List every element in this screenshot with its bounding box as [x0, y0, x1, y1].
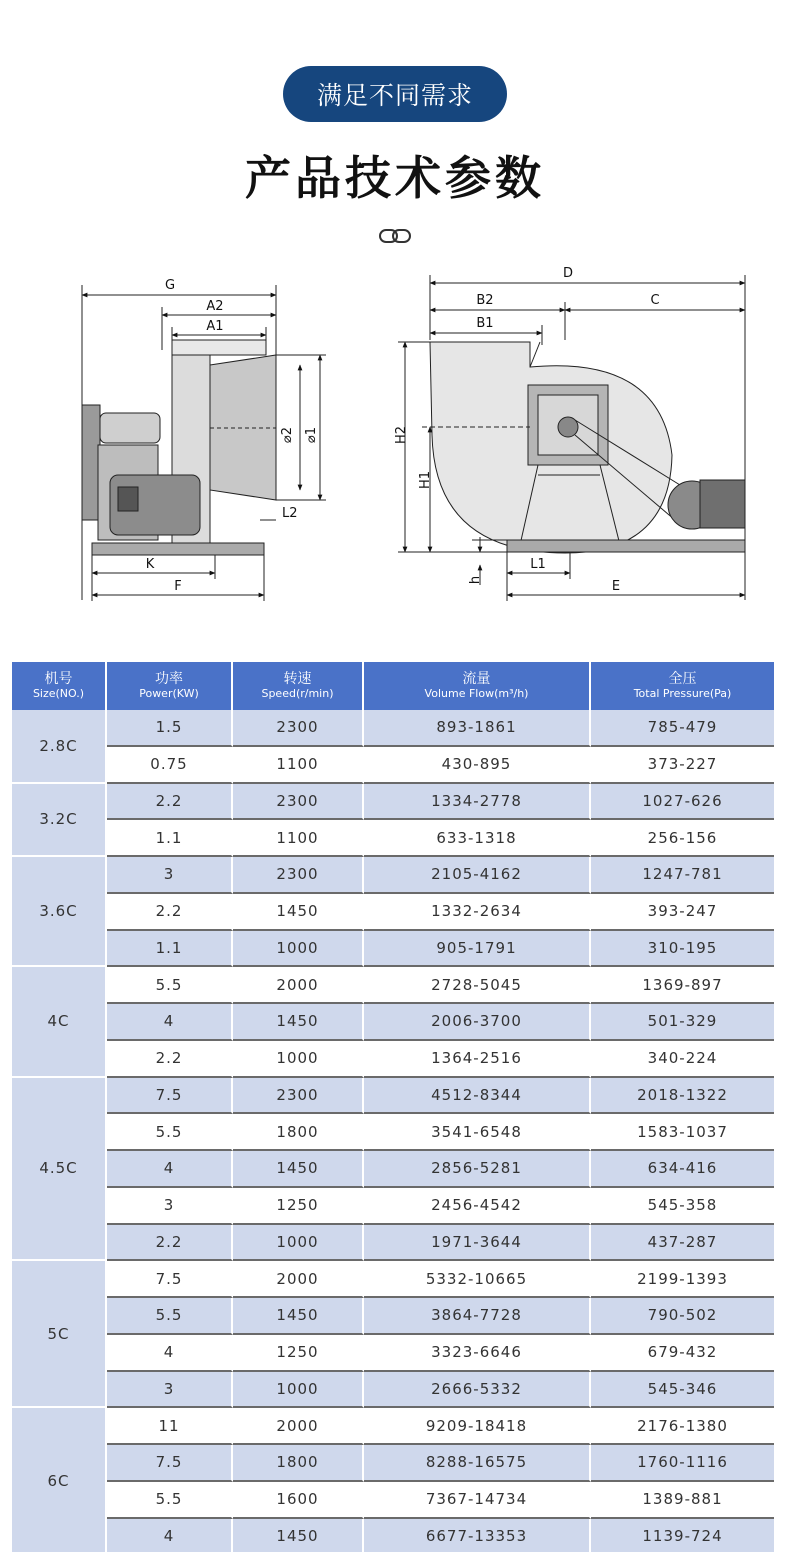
- table-row: [12, 1114, 774, 1151]
- link-icon: [378, 227, 412, 245]
- table-row: [12, 857, 774, 894]
- label-a1: A1: [206, 319, 224, 334]
- total-pressure-cell: 501-329: [591, 1004, 774, 1041]
- table-row: [12, 1482, 774, 1519]
- volume-flow-cell: 9209-18418: [364, 1408, 591, 1445]
- volume-flow-cell: 1364-2516: [364, 1041, 591, 1078]
- total-pressure-cell: 545-358: [591, 1188, 774, 1225]
- power-cell: 2.2: [107, 894, 233, 931]
- total-pressure-cell: 679-432: [591, 1335, 774, 1372]
- table-row: [12, 1188, 774, 1225]
- section-badge: 满足不同需求: [283, 66, 507, 122]
- size-cell: 5C: [12, 1261, 107, 1408]
- power-cell: 4: [107, 1519, 233, 1552]
- total-pressure-cell: 2018-1322: [591, 1078, 774, 1115]
- table-row: [12, 1078, 774, 1115]
- speed-cell: 1800: [233, 1445, 364, 1482]
- volume-flow-cell: 4512-8344: [364, 1078, 591, 1115]
- size-cell: 4C: [12, 967, 107, 1077]
- volume-flow-cell: 633-1318: [364, 820, 591, 857]
- volume-flow-cell: 2105-4162: [364, 857, 591, 894]
- label-h: h: [468, 575, 483, 585]
- power-cell: 2.2: [107, 784, 233, 821]
- front-view: [398, 275, 745, 601]
- total-pressure-cell: 785-479: [591, 710, 774, 747]
- table-row: [12, 820, 774, 857]
- label-g: G: [164, 278, 176, 293]
- volume-flow-cell: 1971-3644: [364, 1225, 591, 1262]
- total-pressure-cell: 2176-1380: [591, 1408, 774, 1445]
- power-cell: 1.5: [107, 710, 233, 747]
- label-b2: B2: [476, 293, 494, 308]
- speed-cell: 2000: [233, 1408, 364, 1445]
- total-pressure-cell: 790-502: [591, 1298, 774, 1335]
- total-pressure-cell: 1389-881: [591, 1482, 774, 1519]
- table-row: [12, 1408, 774, 1445]
- power-cell: 3: [107, 1188, 233, 1225]
- volume-flow-cell: 2456-4542: [364, 1188, 591, 1225]
- speed-cell: 1450: [233, 1298, 364, 1335]
- label-h1: H1: [418, 470, 433, 490]
- table-row: [12, 1335, 774, 1372]
- table-row: [12, 967, 774, 1004]
- volume-flow-cell: 8288-16575: [364, 1445, 591, 1482]
- volume-flow-cell: 7367-14734: [364, 1482, 591, 1519]
- power-cell: 5.5: [107, 1482, 233, 1519]
- total-pressure-cell: 634-416: [591, 1151, 774, 1188]
- speed-cell: 2000: [233, 967, 364, 1004]
- power-cell: 1.1: [107, 931, 233, 968]
- power-cell: 2.2: [107, 1041, 233, 1078]
- speed-cell: 2300: [233, 710, 364, 747]
- power-cell: 11: [107, 1408, 233, 1445]
- total-pressure-cell: 256-156: [591, 820, 774, 857]
- power-cell: 0.75: [107, 747, 233, 784]
- volume-flow-cell: 6677-13353: [364, 1519, 591, 1552]
- speed-cell: 1000: [233, 1225, 364, 1262]
- power-cell: 7.5: [107, 1261, 233, 1298]
- volume-flow-cell: 3541-6548: [364, 1114, 591, 1151]
- label-d2: ⌀2: [280, 426, 295, 444]
- power-cell: 5.5: [107, 1298, 233, 1335]
- volume-flow-cell: 5332-10665: [364, 1261, 591, 1298]
- power-cell: 4: [107, 1151, 233, 1188]
- total-pressure-cell: 545-346: [591, 1372, 774, 1409]
- table-header-row: [12, 662, 774, 710]
- volume-flow-cell: 430-895: [364, 747, 591, 784]
- total-pressure-cell: 2199-1393: [591, 1261, 774, 1298]
- table-row: [12, 894, 774, 931]
- power-cell: 3: [107, 857, 233, 894]
- power-cell: 1.1: [107, 820, 233, 857]
- table-row: [12, 1225, 774, 1262]
- power-cell: 4: [107, 1004, 233, 1041]
- total-pressure-cell: 393-247: [591, 894, 774, 931]
- power-cell: 4: [107, 1335, 233, 1372]
- volume-flow-cell: 1332-2634: [364, 894, 591, 931]
- speed-cell: 2300: [233, 857, 364, 894]
- label-h2: H2: [394, 425, 409, 445]
- size-cell: 4.5C: [12, 1078, 107, 1262]
- speed-cell: 1100: [233, 747, 364, 784]
- volume-flow-cell: 893-1861: [364, 710, 591, 747]
- table-row: [12, 1041, 774, 1078]
- label-d1: ⌀1: [304, 426, 319, 444]
- power-cell: 5.5: [107, 967, 233, 1004]
- power-cell: 3: [107, 1372, 233, 1409]
- speed-cell: 1800: [233, 1114, 364, 1151]
- table-row: [12, 1261, 774, 1298]
- total-pressure-cell: 340-224: [591, 1041, 774, 1078]
- header-power: 功率 Power(KW): [107, 662, 233, 710]
- header-total-pressure: 全压 Total Pressure(Pa): [591, 662, 774, 710]
- table-row: [12, 1519, 774, 1552]
- speed-cell: 1100: [233, 820, 364, 857]
- volume-flow-cell: 3323-6646: [364, 1335, 591, 1372]
- speed-cell: 1450: [233, 894, 364, 931]
- fan-dimension-drawing: [60, 255, 770, 615]
- size-cell: 3.2C: [12, 784, 107, 858]
- power-cell: 7.5: [107, 1078, 233, 1115]
- volume-flow-cell: 1334-2778: [364, 784, 591, 821]
- speed-cell: 1600: [233, 1482, 364, 1519]
- header-speed: 转速 Speed(r/min): [233, 662, 364, 710]
- total-pressure-cell: 1760-1116: [591, 1445, 774, 1482]
- volume-flow-cell: 2728-5045: [364, 967, 591, 1004]
- volume-flow-cell: 2006-3700: [364, 1004, 591, 1041]
- volume-flow-cell: 3864-7728: [364, 1298, 591, 1335]
- speed-cell: 1250: [233, 1188, 364, 1225]
- label-l2: L2: [282, 506, 298, 521]
- power-cell: 2.2: [107, 1225, 233, 1262]
- power-cell: 5.5: [107, 1114, 233, 1151]
- table-row: [12, 1445, 774, 1482]
- table-body: [12, 710, 774, 1552]
- label-l1: L1: [530, 557, 546, 572]
- speed-cell: 2300: [233, 1078, 364, 1115]
- total-pressure-cell: 437-287: [591, 1225, 774, 1262]
- size-cell: 2.8C: [12, 710, 107, 784]
- speed-cell: 1450: [233, 1151, 364, 1188]
- speed-cell: 1450: [233, 1004, 364, 1041]
- table-row: [12, 1004, 774, 1041]
- table-row: [12, 1298, 774, 1335]
- header-volume-flow: 流量 Volume Flow(m³/h): [364, 662, 591, 710]
- label-e: E: [611, 579, 621, 594]
- spec-table: [12, 662, 774, 1552]
- size-cell: 3.6C: [12, 857, 107, 967]
- size-cell: 6C: [12, 1408, 107, 1552]
- speed-cell: 2300: [233, 784, 364, 821]
- speed-cell: 1000: [233, 1372, 364, 1409]
- power-cell: 7.5: [107, 1445, 233, 1482]
- table-row: [12, 784, 774, 821]
- header-size: 机号 Size(NO.): [12, 662, 107, 710]
- label-b1: B1: [476, 316, 494, 331]
- label-a2: A2: [206, 299, 224, 314]
- total-pressure-cell: 1583-1037: [591, 1114, 774, 1151]
- speed-cell: 2000: [233, 1261, 364, 1298]
- label-d: D: [562, 266, 574, 281]
- speed-cell: 1450: [233, 1519, 364, 1552]
- speed-cell: 1000: [233, 931, 364, 968]
- table-row: [12, 710, 774, 747]
- speed-cell: 1000: [233, 1041, 364, 1078]
- table-row: [12, 1151, 774, 1188]
- total-pressure-cell: 310-195: [591, 931, 774, 968]
- volume-flow-cell: 905-1791: [364, 931, 591, 968]
- speed-cell: 1250: [233, 1335, 364, 1372]
- page-title: 产品技术参数: [245, 151, 545, 205]
- table-row: [12, 747, 774, 784]
- total-pressure-cell: 1247-781: [591, 857, 774, 894]
- total-pressure-cell: 1369-897: [591, 967, 774, 1004]
- volume-flow-cell: 2856-5281: [364, 1151, 591, 1188]
- label-f: F: [174, 579, 182, 594]
- total-pressure-cell: 373-227: [591, 747, 774, 784]
- total-pressure-cell: 1139-724: [591, 1519, 774, 1552]
- table-row: [12, 1372, 774, 1409]
- label-c: C: [650, 293, 660, 308]
- table-row: [12, 931, 774, 968]
- total-pressure-cell: 1027-626: [591, 784, 774, 821]
- volume-flow-cell: 2666-5332: [364, 1372, 591, 1409]
- label-k: K: [145, 557, 155, 572]
